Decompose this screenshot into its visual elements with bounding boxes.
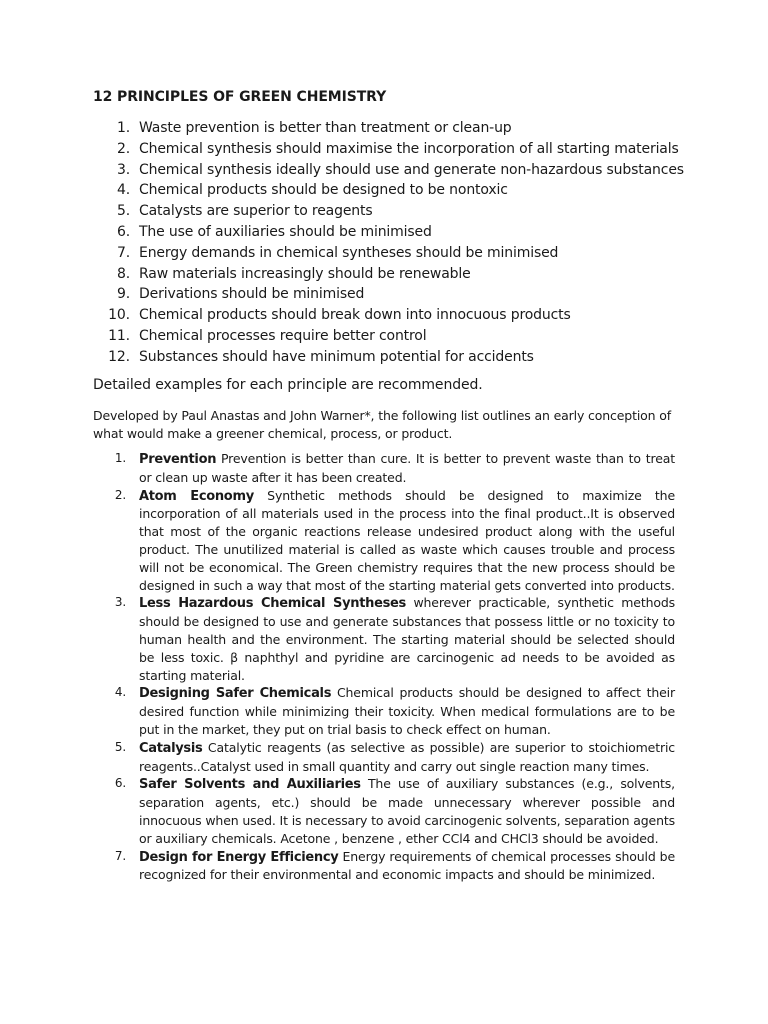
item-number: 12. <box>108 348 130 365</box>
item-number: 3. <box>114 595 126 610</box>
list-item <box>93 347 693 368</box>
item-number: 8. <box>116 265 130 282</box>
item-text: Catalytic reagents (as selective as possible) are superior to stoichiometric reagents..Catalyst used in small quantity and carry out single reaction many times. <box>139 739 675 774</box>
item-number: 10. <box>108 307 130 324</box>
item-number: 5. <box>116 203 130 220</box>
item-text: Chemical products should break down into innocuous products <box>139 307 571 324</box>
list-item <box>93 264 693 285</box>
page-title: 12 PRINCIPLES OF GREEN CHEMISTRY <box>93 89 387 105</box>
item-number: 6. <box>116 223 130 240</box>
item-heading: Prevention <box>139 452 217 467</box>
intro-paragraph: Developed by Paul Anastas and John Warner*, the following list outlines an early conception of what would make a greener chemical, process, or product. <box>93 408 671 441</box>
item-text: Energy requirements of chemical processes should be recognized for their environmental and economic impacts and should be minimized. <box>139 848 675 883</box>
item-heading: Designing Safer Chemicals <box>139 686 332 702</box>
item-text: Waste prevention is better than treatment or clean-up <box>139 120 512 136</box>
item-text: The use of auxiliary substances (e.g., solvents, separation agents, etc.) should be made unnecessary wherever possible and innocuous when used. It is necessary to avoid carcinogenic solvents, separation agents or auxiliary chemicals. Acetone , benzene , ether CCl4 and CHCl3 should be avoided. <box>139 776 675 846</box>
item-text: Chemical processes require better control <box>139 327 427 344</box>
item-text: Substances should have minimum potential for accidents <box>139 348 534 365</box>
list-item <box>93 243 693 264</box>
item-text: Catalysts are superior to reagents <box>139 203 373 220</box>
item-heading: Catalysis <box>139 740 203 756</box>
list-item <box>93 326 693 347</box>
item-number: 7. <box>114 848 126 863</box>
item-heading: Design for Energy Efficiency <box>139 849 339 865</box>
item-text: Chemical synthesis ideally should use and generate non-hazardous substances <box>139 161 684 178</box>
item-number: 11. <box>108 327 130 344</box>
item-heading: Safer Solvents and Auxiliaries <box>139 777 361 793</box>
item-text: Prevention is better than cure. It is better to prevent waste than to treat or clean up waste after it has been created. <box>139 451 675 485</box>
list-item <box>93 139 693 160</box>
list-item <box>93 118 693 139</box>
detail-item <box>93 775 675 847</box>
item-text: Raw materials increasingly should be renewable <box>139 265 471 282</box>
principles-list <box>93 118 693 368</box>
item-text: Chemical products should be designed to be nontoxic <box>139 182 508 199</box>
detail-item <box>93 594 675 684</box>
item-number: 4. <box>116 182 130 199</box>
item-text: Energy demands in chemical syntheses should be minimised <box>139 244 559 261</box>
list-item <box>93 180 693 201</box>
item-heading: Less Hazardous Chemical Syntheses <box>139 596 406 612</box>
item-text: Synthetic methods should be designed to maximize the incorporation of all materials used in the process into the final product..It is observed that most of the organic reactions release undesired product along with the useful product. The unutilized material is called as waste which causes trouble and process will not be economical. The Green chemistry requires that the new process should be designed in such a way that most of the starting material gets converted into products. <box>139 487 675 593</box>
item-heading: Atom Economy <box>139 488 254 504</box>
item-number: 5. <box>114 739 126 754</box>
item-number: 1. <box>114 451 126 465</box>
list-item <box>93 284 693 305</box>
item-text: wherever practicable, synthetic methods should be designed to use and generate substances that possess little or no toxicity to human health and the environment. The starting material should be selected should be less toxic. β naphthyl and pyridine are carcinogenic ad needs to be avoided as starting material. <box>139 595 675 683</box>
item-text: Chemical synthesis should maximise the incorporation of all starting materials <box>139 140 679 157</box>
item-number: 6. <box>114 776 126 791</box>
item-number: 7. <box>116 244 130 261</box>
detailed-principles-list <box>93 450 675 884</box>
item-text: The use of auxiliaries should be minimised <box>139 223 432 240</box>
item-number: 3. <box>116 161 130 178</box>
item-number: 2. <box>114 487 126 502</box>
list-item <box>93 305 693 326</box>
item-number: 1. <box>116 120 130 136</box>
list-item <box>93 160 693 181</box>
detail-item <box>93 848 675 885</box>
list-item <box>93 201 693 222</box>
item-number: 2. <box>116 140 130 157</box>
detail-item <box>93 450 675 487</box>
detail-item <box>93 739 675 776</box>
detail-item <box>93 684 675 738</box>
item-number: 4. <box>114 685 126 700</box>
item-number: 9. <box>116 286 130 303</box>
list-item <box>93 222 693 243</box>
item-text: Chemical products should be designed to affect their desired function while minimizing their toxicity. When medical formulations are to be put in the market, they put on trial basis to check effect on human. <box>139 685 675 737</box>
item-text: Derivations should be minimised <box>139 286 365 303</box>
recommendation-text: Detailed examples for each principle are recommended. <box>93 377 483 393</box>
detail-item <box>93 487 675 595</box>
